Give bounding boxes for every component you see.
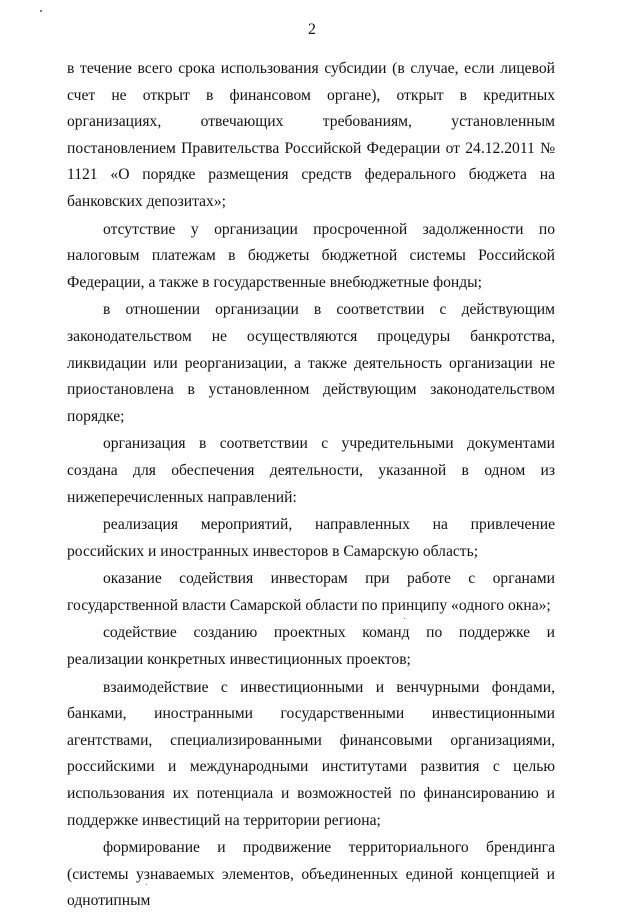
list-item-project-teams: содействие созданию проектных команд по поддержке и реализации конкретных инвестиционных проектов; xyxy=(67,624,555,669)
paragraph-organization-purpose: организация в соответствии с учредительными документами создана для обеспечения деятельности, указанной в одном из нижеперечисленных направлений: xyxy=(67,435,555,506)
list-item-territorial-branding: формирование и продвижение территориального брендинга (системы узнаваемых элементов, объединенных единой концепцией и однотипным xyxy=(67,839,555,910)
list-item-attract-investors: реализация мероприятий, направленных на привлечение российских и иностранных инвесторов в Самарскую область; xyxy=(67,516,555,560)
scan-speck xyxy=(40,10,42,12)
page-number: 2 xyxy=(308,21,316,38)
scan-speck xyxy=(404,618,405,619)
list-item-fund-interaction: взаимодействие с инвестиционными и венчурными фондами, банками, иностранными государственными инвестиционными агентствами, специализированными финансовыми организациями, российскими и международными институтами развития с целью использования их потенциала и возможностей по финансированию и поддержке инвестиций на территории региона; xyxy=(67,678,555,829)
scan-speck xyxy=(146,884,147,885)
list-item-one-window-assistance: оказание содействия инвесторам при работе с органами государственной власти Самарской области по принципу «одного окна»; xyxy=(67,570,555,614)
document-body xyxy=(67,56,555,915)
paragraph-no-tax-debt: отсутствие у организации просроченной задолженности по налоговым платежам в бюджеты бюджетной системы Российской Федерации, а также в государственные внебюджетные фонды; xyxy=(67,220,555,291)
paragraph-no-bankruptcy: в отношении организации в соответствии с действующим законодательством не осуществляются процедуры банкротства, ликвидации или реорганизации, а также деятельность организации не приостановлена в установленном действующим законодательством порядке; xyxy=(67,301,555,425)
paragraph-account-requirement: в течение всего срока использования субсидии (в случае, если лицевой счет не открыт в финансовом органе), открыт в кредитных организациях, отвечающих требованиям, установленным постановлением Правительства Российской Федерации от 24.12.2011 № 1121 «О порядке размещения средств федерального бюджета на банковских депозитах»; xyxy=(67,60,555,210)
